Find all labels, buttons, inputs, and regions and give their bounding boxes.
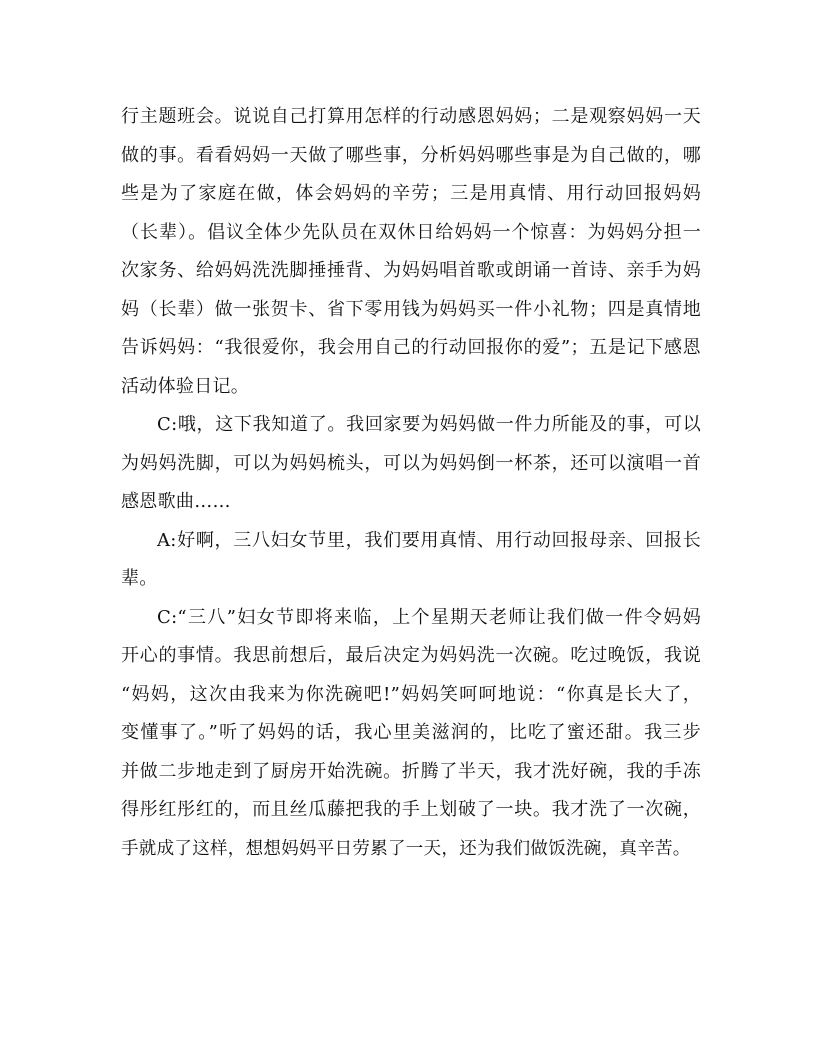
paragraph-1 xyxy=(121,98,701,406)
text-line: 得彤红彤红的，而且丝瓜藤把我的手上划破了一块。我才洗了一次碗， xyxy=(121,799,701,820)
text-line: 手就成了这样，想想妈妈平日劳累了一天，还为我们做饭洗碗，真辛苦。 xyxy=(121,838,691,859)
paragraph-2 xyxy=(121,406,701,522)
text-line: 并做二步地走到了厨房开始洗碗。折腾了半天，我才洗好碗，我的手冻 xyxy=(121,760,701,782)
text-line: 做的事。看看妈妈一天做了哪些事，分析妈妈哪些事是为自己做的，哪 xyxy=(121,144,701,166)
text-line: 些是为了家庭在做，体会妈妈的辛劳；三是用真情、用行动回报妈妈 xyxy=(121,183,701,204)
text-line: 辈。 xyxy=(121,568,158,589)
text-line: 告诉妈妈：“我很爱你，我会用自己的行动回报你的爱”；五是记下感恩 xyxy=(121,337,701,358)
text-line: 妈（长辈）做一张贺卡、省下零用钱为妈妈买一件小礼物；四是真情地 xyxy=(121,298,701,320)
text-line: A:好啊，三八妇女节里，我们要用真情、用行动回报母亲、回报长 xyxy=(157,529,701,551)
document-body xyxy=(121,98,701,868)
paragraph-4 xyxy=(121,599,701,869)
text-line: 为妈妈洗脚，可以为妈妈梳头，可以为妈妈倒一杯茶，还可以演唱一首 xyxy=(121,452,701,474)
paragraph-3 xyxy=(121,522,701,599)
text-line: “妈妈，这次由我来为你洗碗吧!”妈妈笑呵呵地说：“你真是长大了， xyxy=(121,683,701,705)
text-line: C:“三八”妇女节即将来临，上个星期天老师让我们做一件令妈妈 xyxy=(157,606,701,628)
text-line: 变懂事了。”听了妈妈的话，我心里美滋润的，比吃了蜜还甜。我三步 xyxy=(121,722,701,743)
text-line: 开心的事情。我思前想后，最后决定为妈妈洗一次碗。吃过晚饭，我说 xyxy=(121,645,701,666)
text-line: 次家务、给妈妈洗洗脚捶捶背、为妈妈唱首歌或朗诵一首诗、亲手为妈 xyxy=(121,260,701,281)
text-line: 行主题班会。说说自己打算用怎样的行动感恩妈妈；二是观察妈妈一天 xyxy=(121,106,701,127)
text-line: （长辈）。倡议全体少先队员在双休日给妈妈一个惊喜：为妈妈分担一 xyxy=(121,221,701,243)
text-line: 感恩歌曲…… xyxy=(121,491,231,512)
text-line: 活动体验日记。 xyxy=(121,375,250,397)
text-line: C:哦，这下我知道了。我回家要为妈妈做一件力所能及的事，可以 xyxy=(157,414,701,435)
